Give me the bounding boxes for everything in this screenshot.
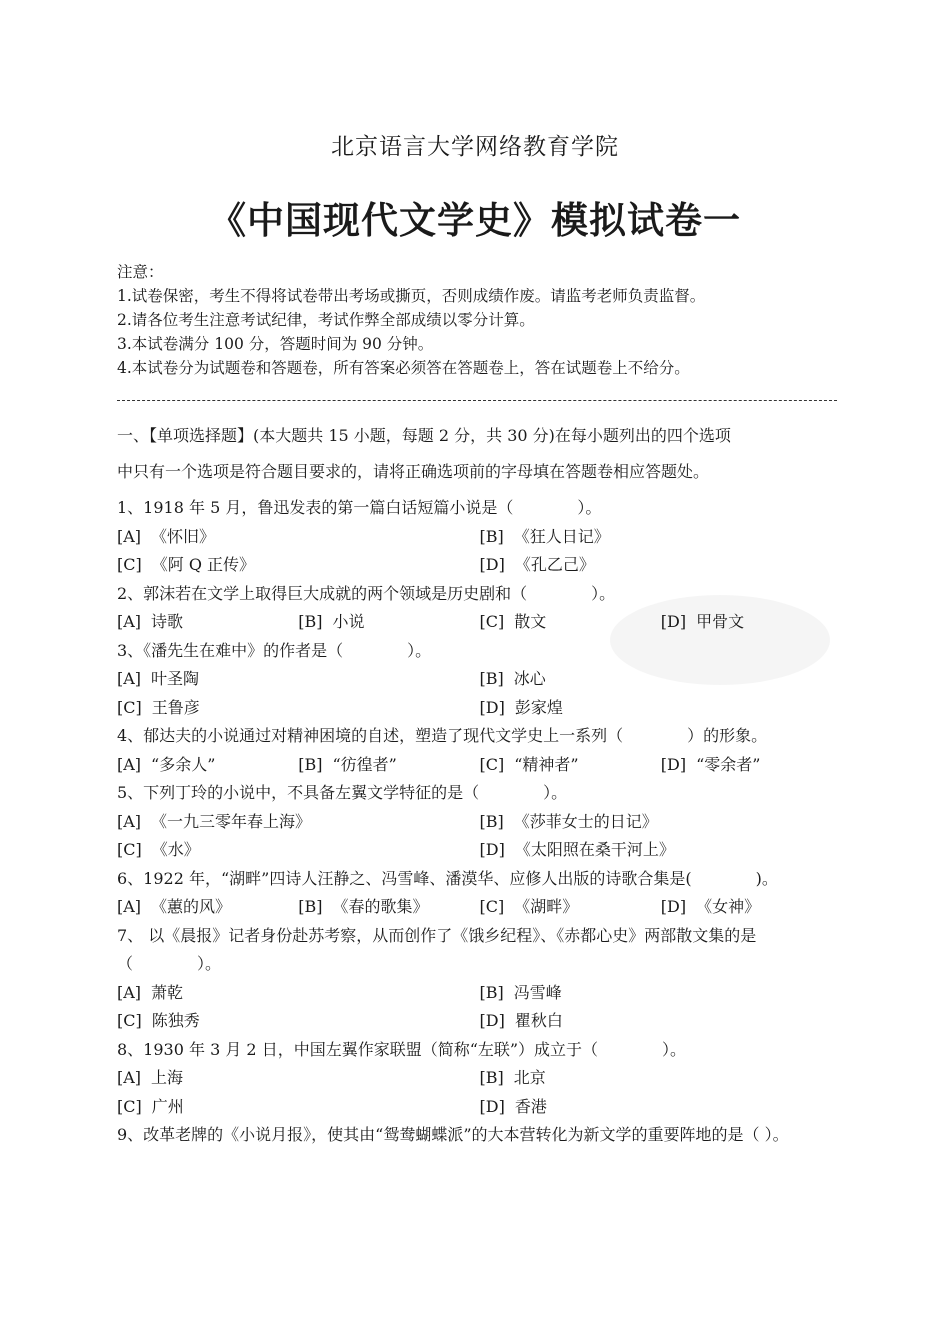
exam-title: 《中国现代文学史》模拟试卷一 (209, 199, 741, 242)
option-label: [D] (479, 840, 505, 859)
question-stem: 6、1922 年，“湖畔”四诗人汪静之、冯雪峰、潘漠华、应修人出版的诗歌合集是( )。 (117, 868, 778, 888)
option-label: [A] (117, 754, 142, 774)
question-stem: 4、郁达夫的小说通过对精神困境的自述，塑造了现代文学史上一系列（ ）的形象。 (117, 726, 768, 745)
option-row (117, 665, 842, 694)
option-text: 小说 (332, 612, 365, 631)
option (117, 979, 480, 1008)
option-text: 《怀旧》 (151, 526, 216, 546)
option-text: 上海 (151, 1068, 184, 1087)
dashed-divider (117, 400, 837, 401)
option-text: 叶圣陶 (151, 669, 200, 688)
option-text: 《阿 Q 正传》 (151, 555, 256, 574)
option (480, 979, 843, 1008)
option-text: 《女神》 (696, 897, 761, 916)
section-line: 中只有一个选项是符合题目要求的，请将正确选项前的字母填在答题卷相应答题处。 (117, 462, 710, 481)
option-text: “彷徨者” (332, 754, 397, 774)
option-text: 诗歌 (151, 612, 184, 631)
option (117, 1007, 480, 1036)
question-stem: 8、1930 年 3 月 2 日，中国左翼作家联盟（简称“左联”）成立于（ ）。 (117, 1039, 687, 1059)
option-label: [C] (479, 754, 505, 774)
option (117, 836, 480, 865)
option (117, 523, 480, 552)
option-label: [D] (660, 897, 687, 916)
option (298, 751, 479, 780)
option (480, 893, 661, 922)
option-text: 《春的歌集》 (332, 897, 429, 916)
question-list (117, 494, 842, 1150)
notice-item: 1.试卷保密，考生不得将试卷带出考场或撕页，否则成绩作废。请监考老师负责监督。 (117, 287, 706, 305)
option-label: [B] (479, 1068, 504, 1087)
option-label: [D] (479, 555, 505, 574)
option-label: [B] (479, 982, 504, 1002)
option-row (117, 1064, 842, 1093)
option-text: 冰心 (513, 669, 546, 688)
option-text: 《孔乙己》 (514, 555, 595, 574)
option-text: “零余者” (696, 754, 761, 774)
option (117, 808, 480, 837)
option-row (117, 608, 842, 637)
option (117, 551, 480, 580)
option (117, 694, 480, 723)
section-line: 一、【单项选择题】(本大题共 15 小题，每题 2 分，共 30 分)在每小题列出的四个选项 (117, 426, 731, 445)
option (661, 608, 842, 637)
option-row (117, 694, 842, 723)
option-text: 《水》 (151, 840, 200, 859)
option-label: [C] (479, 897, 505, 916)
notice-heading: 注意： (117, 263, 164, 281)
option (480, 551, 843, 580)
option-row (117, 808, 842, 837)
option-text: 北京 (513, 1068, 546, 1087)
option-label: [D] (660, 754, 687, 774)
option (480, 523, 843, 552)
option-label: [B] (298, 612, 323, 631)
option-row (117, 523, 842, 552)
option-label: [B] (479, 669, 504, 688)
section-instructions (117, 418, 842, 490)
option-row (117, 1007, 842, 1036)
option-label: [A] (117, 526, 142, 546)
option-label: [C] (117, 1096, 142, 1116)
option (298, 608, 479, 637)
option (480, 751, 661, 780)
option-label: [C] (117, 555, 142, 574)
option-row (117, 836, 842, 865)
option-label: [A] (117, 982, 142, 1002)
option (661, 893, 842, 922)
question-stem: 1、1918 年 5 月，鲁迅发表的第一篇白话短篇小说是（ ）。 (117, 498, 602, 517)
option (117, 665, 480, 694)
option-row (117, 551, 842, 580)
option-label: [A] (117, 612, 142, 631)
option-text: 彭家煌 (514, 697, 563, 717)
option (117, 1064, 480, 1093)
option (480, 665, 843, 694)
option (480, 694, 843, 723)
option-label: [A] (117, 1068, 142, 1087)
question-stem: 7、 以《晨报》记者身份赴苏考察，从而创作了《饿乡纪程》、《赤都心史》两部散文集的是（ ）。 (117, 925, 757, 973)
option (117, 608, 298, 637)
option-text: 《狂人日记》 (513, 526, 610, 546)
option (480, 1093, 843, 1122)
option-text: 瞿秋白 (514, 1011, 563, 1030)
option (480, 1064, 843, 1093)
option-row (117, 751, 842, 780)
option-text: “多余人” (151, 754, 216, 774)
school-name: 北京语言大学网络教育学院 (331, 134, 619, 160)
option (298, 893, 479, 922)
option-text: 《太阳照在桑干河上》 (514, 840, 675, 859)
option-row (117, 1093, 842, 1122)
option-text: 香港 (514, 1096, 547, 1116)
option (480, 808, 843, 837)
option-text: 陈独秀 (151, 1011, 200, 1030)
option (480, 1007, 843, 1036)
option-label: [D] (660, 612, 687, 631)
option-row (117, 979, 842, 1008)
option (480, 836, 843, 865)
option-label: [B] (479, 811, 504, 831)
option-text: 《蕙的风》 (151, 897, 232, 916)
question-stem: 5、下列丁玲的小说中，不具备左翼文学特征的是（ ）。 (117, 783, 568, 802)
option-text: 广州 (151, 1096, 184, 1116)
option-label: [C] (117, 840, 142, 859)
option-text: 甲骨文 (696, 612, 745, 631)
notice-block (117, 260, 847, 380)
notice-item: 4.本试卷分为试题卷和答题卷，所有答案必须答在答题卷上，答在试题卷上不给分。 (117, 359, 690, 377)
option (117, 751, 298, 780)
notice-item: 2.请各位考生注意考试纪律，考试作弊全部成绩以零分计算。 (117, 311, 535, 329)
option-label: [B] (298, 754, 323, 774)
option-label: [C] (117, 697, 142, 717)
option-text: 《莎菲女士的日记》 (513, 811, 658, 831)
option (117, 1093, 480, 1122)
question-stem: 3、《潘先生在难中》的作者是（ ）。 (117, 640, 432, 660)
option-text: 王鲁彦 (151, 697, 200, 717)
option-label: [C] (117, 1011, 142, 1030)
option-text: 《一九三零年春上海》 (151, 811, 312, 831)
option-text: 冯雪峰 (513, 982, 562, 1002)
option (480, 608, 661, 637)
question-stem: 2、郭沫若在文学上取得巨大成就的两个领域是历史剧和（ ）。 (117, 583, 616, 603)
option-label: [D] (479, 697, 505, 717)
question-stem: 9、改革老牌的《小说月报》，使其由“鸳鸯蝴蝶派”的大本营转化为新文学的重要阵地的是（ ）。 (117, 1125, 789, 1144)
option-text: “精神者” (514, 754, 579, 774)
option-label: [A] (117, 669, 142, 688)
option-text: 《湖畔》 (514, 897, 579, 916)
notice-item: 3.本试卷满分 100 分，答题时间为 90 分钟。 (117, 335, 434, 353)
option-label: [C] (479, 612, 505, 631)
option (661, 751, 842, 780)
option-row (117, 893, 842, 922)
option-text: 散文 (514, 612, 547, 631)
option-text: 萧乾 (151, 982, 184, 1002)
option-label: [A] (117, 897, 142, 916)
option-label: [A] (117, 811, 142, 831)
option-label: [D] (479, 1096, 505, 1116)
option-label: [B] (479, 526, 504, 546)
option (117, 893, 298, 922)
option-label: [B] (298, 897, 323, 916)
option-label: [D] (479, 1011, 505, 1030)
